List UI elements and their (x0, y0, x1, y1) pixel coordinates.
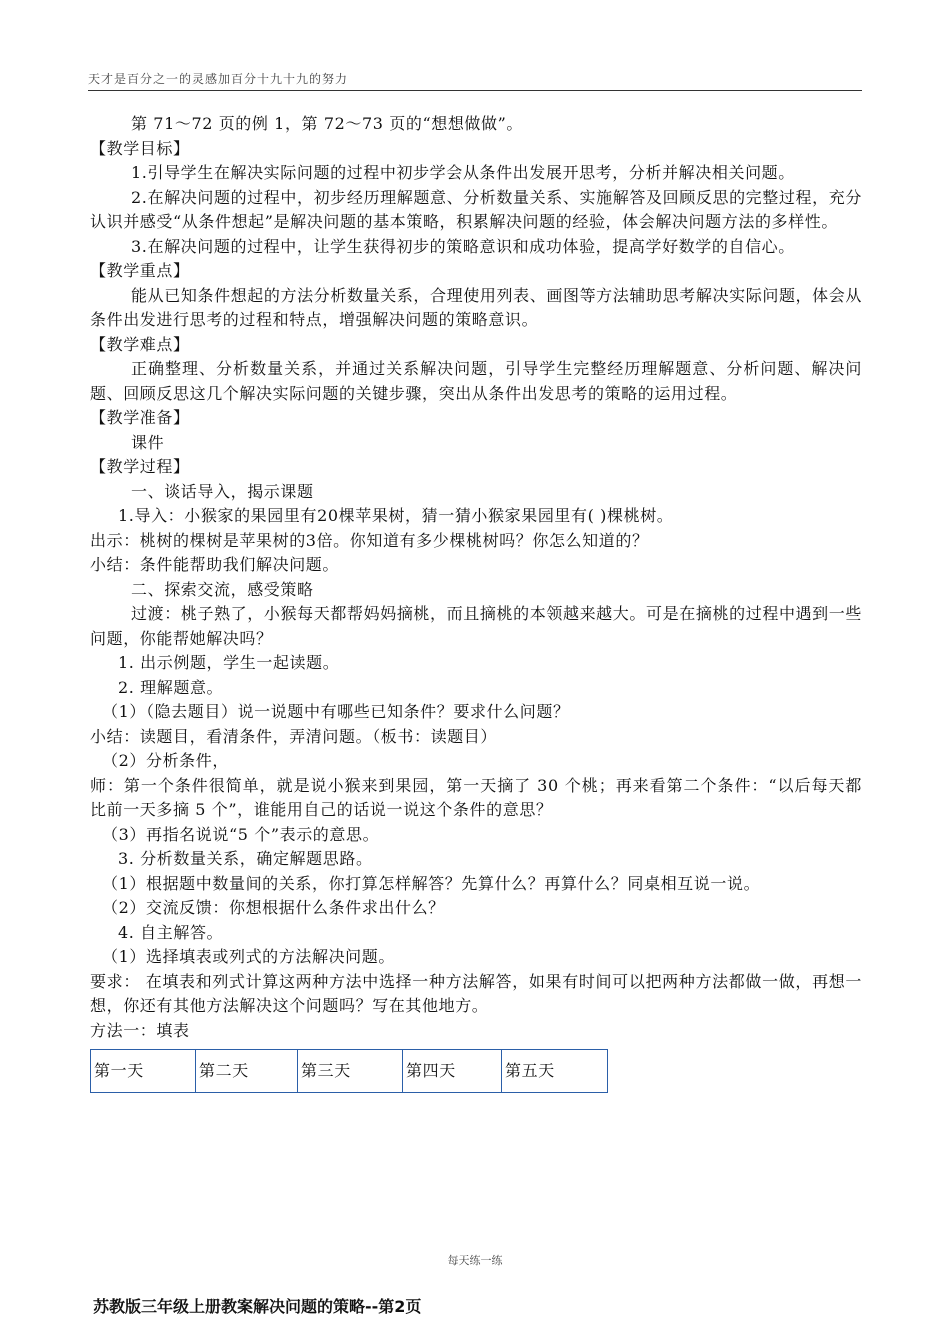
paragraph: 小结：读题目，看清条件，弄清问题。（板书：读题目） (90, 726, 498, 746)
paragraph: 要求： 在填表和列式计算这两种方法中选择一种方法解答，如果有时间可以把两种方法都做一做，再想一想，你还有其他方法解决这个问题吗？写在其他地方。 (90, 971, 862, 1015)
paragraph: （2）交流反馈：你想根据什么条件求出什么？ (102, 898, 445, 917)
table-cell-day-5: 第五天 (502, 1050, 608, 1093)
paragraph: 【教学难点】 (90, 334, 190, 354)
paragraph: 能从已知条件想起的方法分析数量关系，合理使用列表、画图等方法辅助思考解决实际问题，体会从条件出发进行思考的过程和特点，增强解决问题的策略意识。 (90, 285, 862, 329)
paragraph: 【教学过程】 (90, 457, 190, 476)
paragraph: 方法一：填表 (90, 1020, 190, 1040)
fill-in-table (90, 1049, 608, 1093)
paragraph: 3. 分析数量关系，确定解题思路。 (118, 849, 373, 868)
paragraph: （2）分析条件， (102, 751, 229, 770)
paragraph: 出示：桃树的棵树是苹果树的3倍。你知道有多少棵桃树吗？你怎么知道的？ (90, 530, 649, 550)
paragraph: 2. 理解题意。 (118, 677, 224, 697)
table-cell-day-4: 第四天 (403, 1050, 502, 1093)
paragraph: （1）（隐去题目）说一说题中有哪些已知条件？要求什么问题？ (102, 702, 570, 721)
paragraph: （3）再指名说说“5 个”表示的意思。 (102, 824, 380, 844)
paragraph: 正确整理、分析数量关系，并通过关系解决问题，引导学生完整经历理解题意、分析问题、解决问题、回顾反思这几个解决实际问题的关键步骤，突出从条件出发思考的策略的运用过程。 (90, 359, 862, 403)
page-header: 天才是百分之一的灵感加百分十九十九的努力 (88, 70, 862, 91)
paragraph: 课件 (131, 432, 165, 452)
paragraph: （1）根据题中数量间的关系，你打算怎样解答？先算什么？再算什么？同桌相互说一说。 (102, 873, 761, 893)
fill-table-wrapper (90, 1049, 862, 1093)
paragraph: 小结：条件能帮助我们解决问题。 (90, 555, 340, 574)
paragraph: 第 71～72 页的例 1，第 72～73 页的“想想做做”。 (131, 114, 524, 133)
paragraph: 二、探索交流，感受策略 (131, 579, 314, 599)
page-footer: 每天练一练 (447, 1254, 503, 1267)
table-cell-day-3: 第三天 (298, 1050, 403, 1093)
paragraph: 师：第一个条件很简单，就是说小猴来到果园，第一天摘了 30 个桃；再来看第二个条件：“以后每天都比前一天多摘 5 个”，谁能用自己的话说一说这个条件的意思？ (90, 775, 862, 819)
paragraph: 【教学重点】 (90, 261, 190, 280)
paragraph-list (90, 112, 862, 1043)
paragraph: 一、谈话导入，揭示课题 (131, 481, 314, 501)
document-title: 苏教版三年级上册教案解决问题的策略--第2页 (93, 1297, 422, 1316)
paragraph: 过渡：桃子熟了，小猴每天都帮妈妈摘桃，而且摘桃的本领越来越大。可是在摘桃的过程中遇到一些问题，你能帮她解决吗？ (90, 604, 862, 648)
paragraph: 1.导入：小猴家的果园里有20棵苹果树，猜一猜小猴家果园里有( )棵桃树。 (118, 506, 674, 525)
paragraph: 1. 出示例题，学生一起读题。 (118, 653, 340, 672)
table-cell-day-1: 第一天 (91, 1050, 196, 1093)
paragraph: 3.在解决问题的过程中，让学生获得初步的策略意识和成功体验，提高学好数学的自信心。 (131, 236, 795, 256)
paragraph: 4. 自主解答。 (118, 922, 224, 942)
paragraph: （1）选择填表或列式的方法解决问题。 (102, 947, 395, 966)
table-row (91, 1050, 608, 1093)
paragraph: 2.在解决问题的过程中，初步经历理解题意、分析数量关系、实施解答及回顾反思的完整过程，充分认识并感受“从条件想起”是解决问题的基本策略，积累解决问题的经验，体会解决问题方法的多样性。 (90, 187, 862, 231)
table-cell-day-2: 第二天 (196, 1050, 298, 1093)
paragraph: 【教学目标】 (90, 138, 190, 158)
paragraph: 1.引导学生在解决实际问题的过程中初步学会从条件出发展开思考，分析并解决相关问题。 (131, 163, 795, 182)
paragraph: 【教学准备】 (90, 408, 190, 427)
document-body (90, 112, 862, 1093)
